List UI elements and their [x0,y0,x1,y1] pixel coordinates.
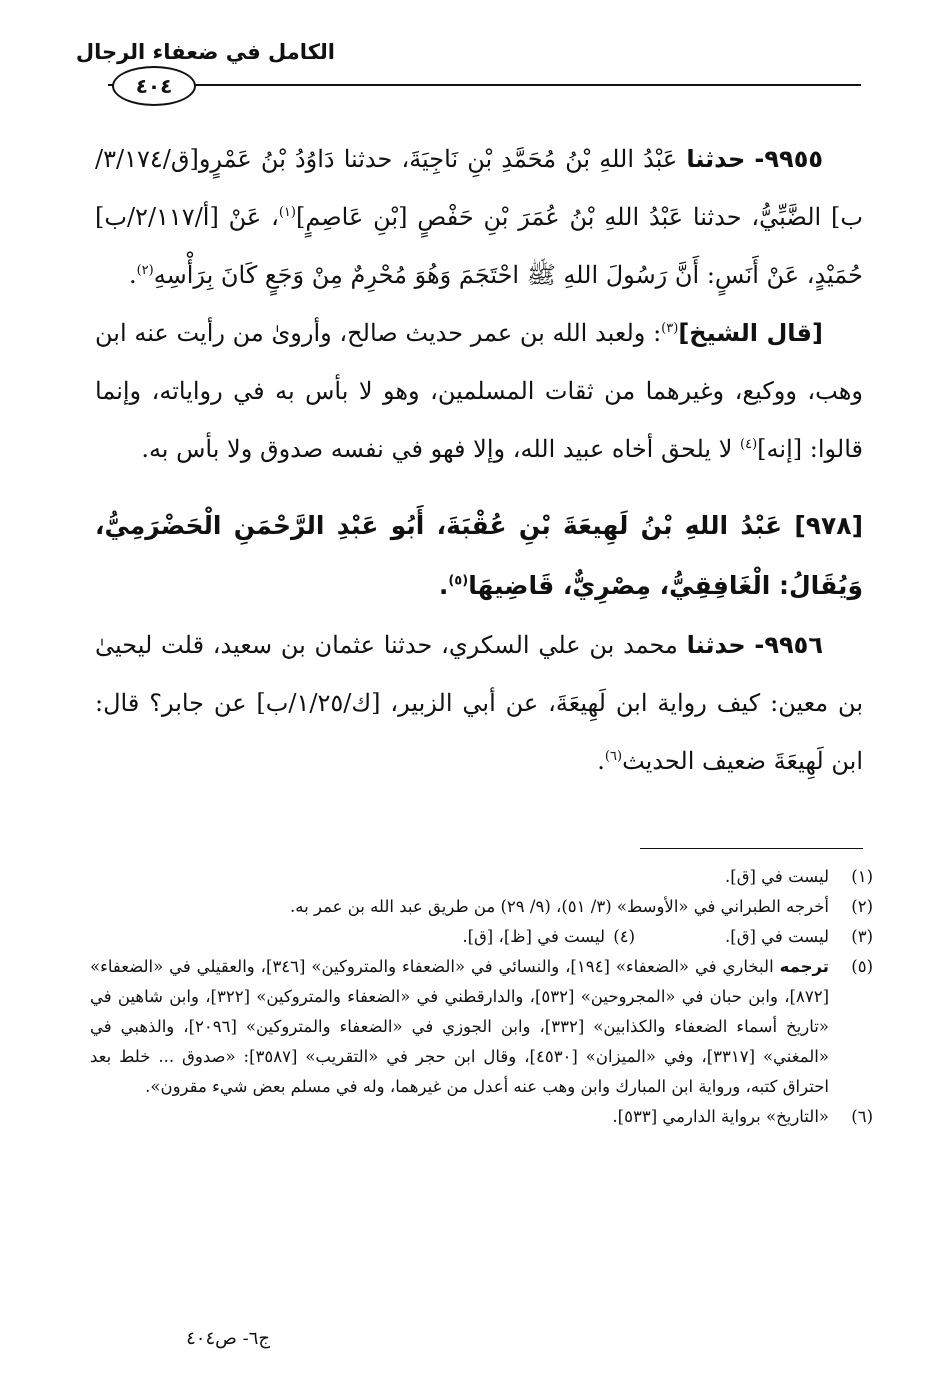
hadith-end: . [597,747,605,775]
hadith-text: محمد بن علي السكري، حدثنا عثمان بن سعيد، قلت ليحيىٰ بن معين: كيف رواية ابن لَهِيعَةَ، عن أبي الزبير، [ك/١/٢٥/ب] عن جابر؟ قال: ابن لَهِيعَةَ ضعيف الحديث [95,631,863,775]
footnote-6 [90,1102,873,1132]
comment-text: لا يلحق أخاه عبيد الله، وإلا فهو في نفسه صدوق ولا بأس به. [141,435,741,463]
footnote-2 [90,892,873,922]
hadith-text: عَبْدُ اللهِ بْنُ مُحَمَّدِ بْنِ نَاجِيَةَ، حدثنا دَاوُدُ بْنُ عَمْرٍو[ق/٣/١٧٤/ ب] الضَّبِّيُّ، حدثنا عَبْدُ اللهِ بْنُ عُمَرَ بْنِ حَفْصٍ [بْنِ عَاصِمٍ] [95,145,864,231]
footnote-text: ليست في [ق]. [725,867,829,886]
footnote-number: (٦) [851,1107,873,1126]
main-text [95,130,863,790]
footnote-rule [640,848,863,849]
hadith-intro: حدثنا [686,631,746,659]
footnote-number: (٣) [851,927,873,946]
footnote-ref-4[interactable]: (٤) [740,437,758,452]
sheikh-comment [95,304,863,478]
hadith-number: ٩٩٥٥- [754,145,823,173]
footnote-1 [90,862,873,892]
hadith-9955 [95,130,863,304]
footnote-ref-2[interactable]: (٢) [136,263,154,278]
footnote-number: (٢) [851,897,873,916]
footnote-4 [462,922,635,952]
footnote-3-text: ليست في [ق]. [725,927,829,946]
footnote-pair [90,922,873,952]
footnote-ref-6[interactable]: (٦) [604,749,623,764]
footnote-number: (٤) [613,927,636,946]
hadith-9956 [95,616,863,790]
biography-heading [95,496,863,616]
footnote-ref-3[interactable]: (٣) [661,321,679,336]
running-title: الكامل في ضعفاء الرجال [75,40,335,64]
footnote-text: البخاري في «الضعفاء» [١٩٤]، والنسائي في «الضعفاء والمتروكين» [٣٤٦]، والعقيلي في «الضعفاء» [٨٧٢]، وابن حبان في «المجروحين» [٥٣٢]، والدارقطني في «الضعفاء والمتروكين» [٣٢٢]، وابن شاهين في «تاريخ أسماء الضعفاء والكذابين» [٣٣٢]، وابن الجوزي في «الضعفاء والمتروكين» [٢٠٩٦]، والذهبي في «المغني» [٣٣١٧]، وفي «الميزان» [٤٥٣٠]، وقال ابن حجر في «التقريب» [٣٥٨٧]: «صدوق ... خلط بعد احتراق كتبه، ورواية ابن المبارك وابن وهب عنه أعدل من غيرهما، وله في مسلم بعض شيء مقرون». [90,957,830,1096]
hadith-text: ، عَنْ [أ/٢/١١٧/ب] حُمَيْدٍ، عَنْ أَنَسٍ: أَنَّ رَسُولَ اللهِ ﷺ احْتَجَمَ وَهُوَ مُحْرِمٌ مِنْ وَجَعٍ كَانَ بِرَأْسِهِ [95,203,863,289]
footnote-text: «التاريخ» برواية الدارمي [٥٣٣]. [612,1107,829,1126]
biography-title: [٩٧٨] عَبْدُ اللهِ بْنُ لَهِيعَةَ بْنِ عُقْبَةَ، أَبُو عَبْدِ الرَّحْمَنِ الْحَضْرَمِيُّ، وَيُقَالُ: الْغَافِقِيُّ، مِصْرِيٌّ، قَاضِيهَا [95,511,863,600]
hadith-number: ٩٩٥٦- [754,631,823,659]
footnote-text: أخرجه الطبراني في «الأوسط» (٣/ ٥١)، (٩/ ٢٩) من طريق عبد الله بن عمر به. [290,897,829,916]
sheikh-label: [قال الشيخ] [678,319,823,347]
footnote-number: (١) [851,867,873,886]
comment-text: : ولعبد الله بن عمر حديث صالح، وأروىٰ من رأيت عنه ابن وهب، ووكيع، وغيرهما من ثقات المسلمين، وهو لا بأس به في رواياته، وإنما قالوا: [إنه] [95,319,863,463]
volume-page-reference: ج٦- ص٤٠٤ [186,1328,270,1349]
biography-end: . [438,571,449,600]
footnote-ref-5[interactable]: (٥) [448,573,469,589]
hadith-end: . [128,261,137,289]
footnote-ref-1[interactable]: (١) [278,205,296,220]
footnote-number: (٥) [851,957,873,976]
footnote-5 [90,952,873,1102]
footnote-text: ليست في [ظ]، [ق]. [462,927,606,946]
footnote-lead: ترجمه [779,957,829,976]
header-rule [108,84,861,86]
hadith-intro: حدثنا [686,145,746,173]
page-number: ٤٠٤ [112,66,196,106]
footnotes [90,862,873,1132]
